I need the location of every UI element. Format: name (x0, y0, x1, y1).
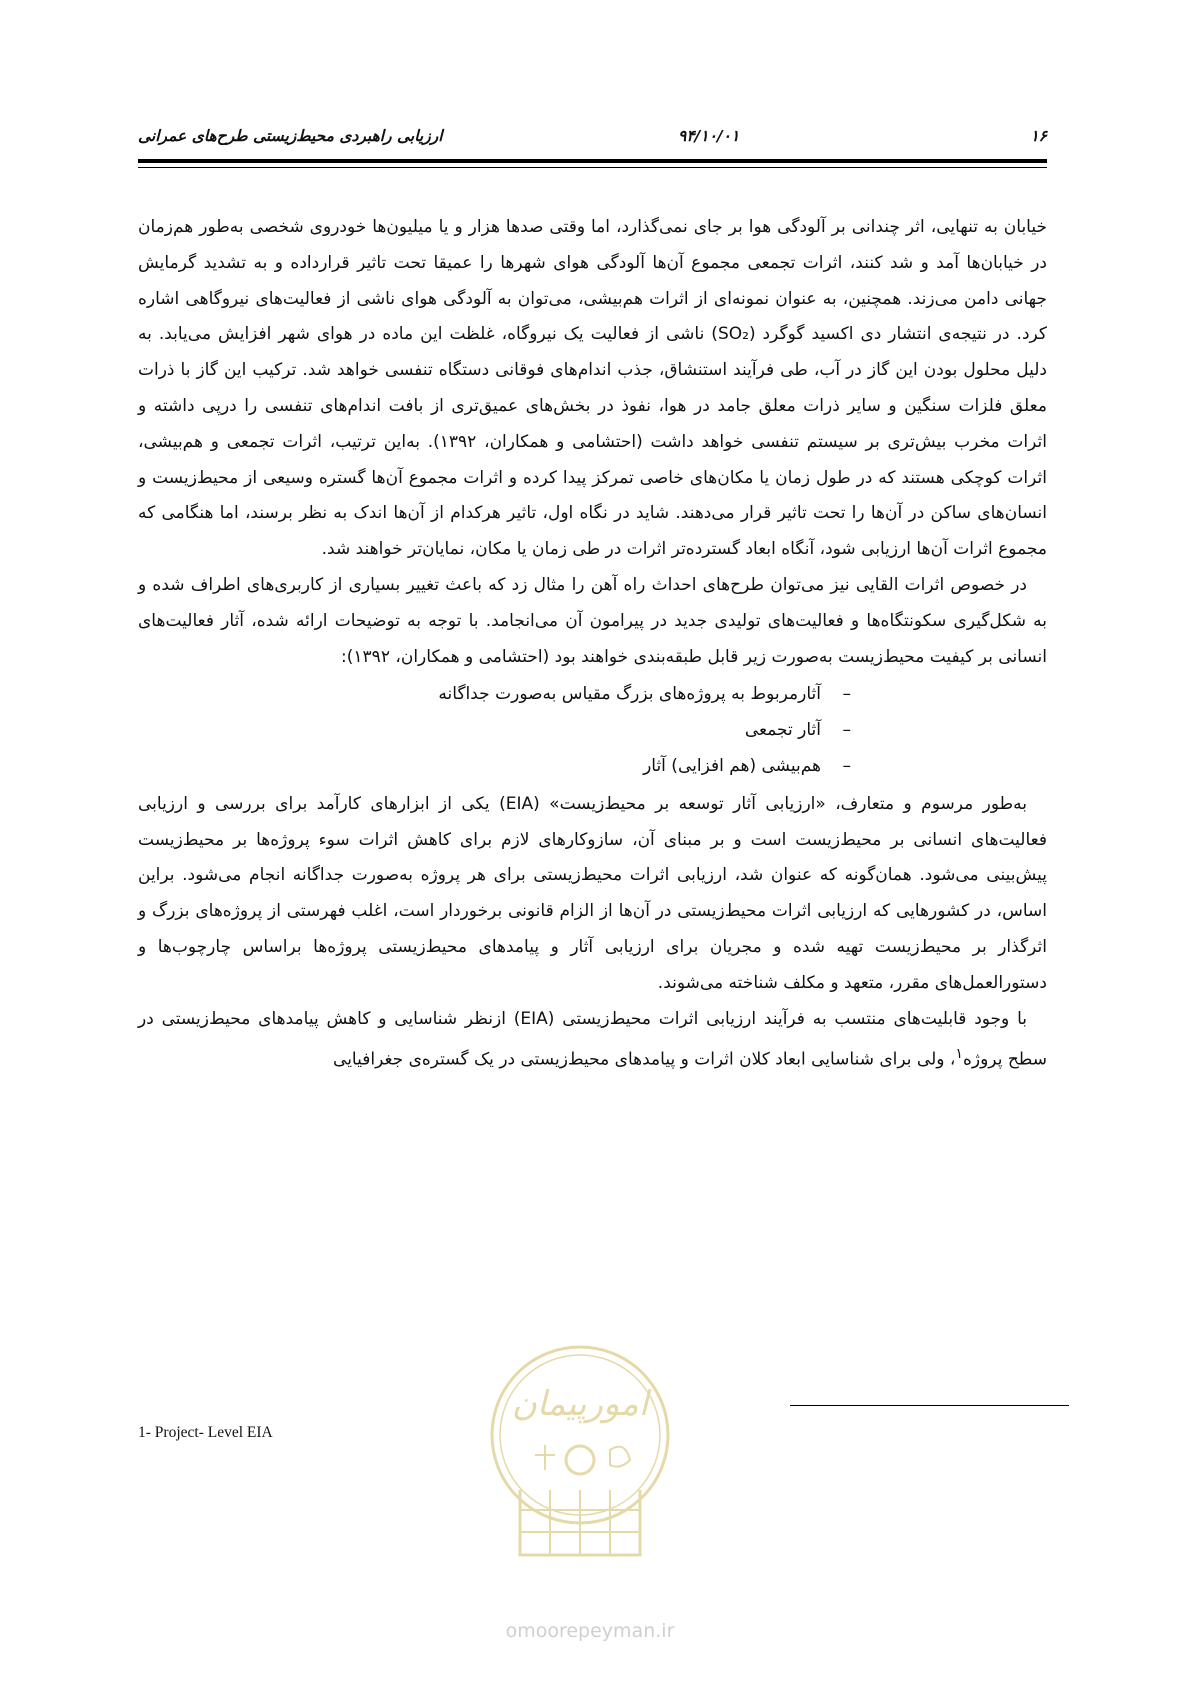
footnote-rule (790, 1405, 1069, 1406)
running-title: ارزیابی راهبردی محیط‌زیستی طرح‌های عمرانی (138, 127, 443, 145)
footnote-ref: ۱ (955, 1046, 963, 1063)
list-item: – آثارمربوط به پروژه‌های بزرگ مقیاس به‌صورت جداگانه (138, 677, 1047, 713)
watermark-logo-text: امورپیمان (511, 1384, 649, 1424)
list-item: – هم‌بیشی (هم افزایی) آثار (138, 749, 1047, 785)
paragraph: به‌طور مرسوم و متعارف، «ارزیابی آثار توسعه بر محیط‌زیست» (EIA) یکی از ابزارهای کارآمد برای بررسی و ارزیابی فعالیت‌های انسانی بر محیط‌زیست است و بر مبنای آن، سازوکارهای لازم برای کاهش اثرات سوء پروژه‌ها بر محیط‌زیست پیش‌بینی می‌شود. همان‌گونه که عنوان شد، ارزیابی اثرات محیط‌زیستی برای هر پروژه به‌صورت جداگانه انجام می‌شود. براین اساس، در کشورهایی که ارزیابی اثرات محیط‌زیستی در آن‌ها از الزام قانونی برخوردار است، اغلب فهرستی از پروژه‌های بزرگ و اثرگذار بر محیط‌زیست تهیه شده و مجریان برای ارزیابی آثار و پیامدهای محیط‌زیستی پروژه‌ها براساس چارچوب‌ها و دستورالعمل‌های مقرر، متعهد و مکلف شناخته می‌شوند. (138, 793, 1047, 993)
paragraph: در خصوص اثرات القایی نیز می‌توان طرح‌های احداث راه آهن را مثال زد که باعث تغییر بسیاری از کاربری‌های اطراف شده و به شکل‌گیری سکونتگاه‌ها و فعالیت‌های تولیدی جدید در پیرامون آن می‌انجامد. با توجه به توضیحات ارائه شده، آثار فعالیت‌های انسانی بر کیفیت محیط‌زیست به‌صورت زیر قابل طبقه‌بندی خواهند بود (احتشامی و همکاران، ۱۳۹۲): (138, 574, 1047, 667)
body-text (138, 210, 1047, 1079)
page-number: ۱۶ (1030, 127, 1047, 145)
watermark-url: omoorepeyman.ir (505, 1620, 675, 1642)
paragraph-part: ، ولی برای شناسایی ابعاد کلان اثرات و پیامدهای محیط‌زیستی در یک گستره‌ی جغرافیایی (333, 1049, 956, 1070)
bullet-list (138, 677, 1047, 784)
paragraph-part: با وجود قابلیت‌های منتسب به فرآیند ارزیابی اثرات محیط‌زیستی (EIA) ازنظر شناسایی و کاهش پیامدهای محیط‌زیستی در سطح پروژه (138, 1008, 1047, 1070)
footnote: 1- Project- Level EIA (138, 1424, 273, 1441)
paragraph: خیابان به تنهایی، اثر چندانی بر آلودگی هوا بر جای نمی‌گذارد، اما وقتی صدها هزار و یا میلیون‌ها خودروی شخصی به‌طور هم‌زمان در خیابان‌ها آمد و شد کنند، اثرات تجمعی مجموع آن‌ها آلودگی هوای شهرها را عمیقا تحت تاثیر قرارداده و به تشدید گرمایش جهانی دامن می‌زند. همچنین، به عنوان نمونه‌ای از اثرات هم‌بیشی، می‌توان به آلودگی هوای ناشی از فعالیت‌های نیروگاهی اشاره کرد. در نتیجه‌ی انتشار دی اکسید گوگرد (SO₂) ناشی از فعالیت یک نیروگاه، غلظت این ماده در هوای شهر افزایش می‌یابد. به دلیل محلول بودن این گاز در آب، طی فرآیند استنشاق، جذب اندام‌های فوقانی دستگاه تنفسی خواهد شد. ترکیب این گاز با ذرات معلق فلزات سنگین و سایر ذرات معلق جامد در هوا، نفوذ در بخش‌های عمیق‌تری از بافت اندام‌های تنفسی را درپی داشته و اثرات مخرب بیش‌تری بر سیستم تنفسی خواهد داشت (احتشامی و همکاران، ۱۳۹۲). به‌این ترتیب، اثرات تجمعی و هم‌بیشی، اثرات کوچکی هستند که در طول زمان یا مکان‌های خاصی تمرکز پیدا کرده و اثرات مجموع آن‌ها گستره وسیعی از محیط‌زیست و انسان‌های ساکن در آن‌ها را تحت تاثیر قرار می‌دهند. شاید در نگاه اول، تاثیر هرکدام از آن‌ها اندک به نظر برسند، اما هنگامی که مجموع اثرات آن‌ها ارزیابی شود، آنگاه ابعاد گسترده‌تر اثرات در طی زمان یا مکان، نمایان‌تر خواهند شد. (138, 217, 1047, 560)
page-header (138, 127, 1047, 151)
watermark-logo (480, 1340, 680, 1580)
list-item: – آثار تجمعی (138, 713, 1047, 749)
paragraph (138, 1002, 1047, 1079)
header-date: ۹۴/۱۰/۰۱ (678, 127, 740, 145)
header-rule-thick (138, 159, 1047, 163)
header-rule-thin (138, 167, 1047, 168)
